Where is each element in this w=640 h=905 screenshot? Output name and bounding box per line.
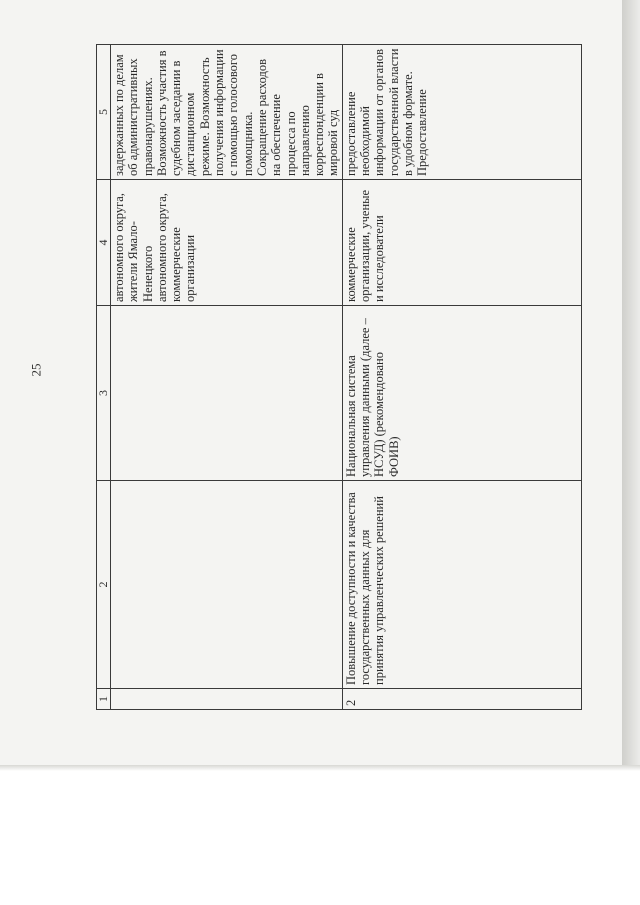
header-cell-5: 5 bbox=[97, 45, 111, 180]
header-cell-3: 3 bbox=[97, 306, 111, 481]
row1-effect: задержанных по делам об административных правонарушениях. Возможность участия в судебном заседании в дистанционном режиме. Возможность получения информации с помощью голосового помощника. Сокращение расходов на обеспечение процесса по направлению корреспонденции в мировой суд bbox=[111, 45, 343, 180]
row2-users: коммерческие организации, ученые и исследователи bbox=[342, 180, 581, 306]
page-number: 25 bbox=[28, 363, 44, 377]
row2-number: 2 bbox=[342, 689, 581, 710]
header-cell-2: 2 bbox=[97, 481, 111, 689]
row2-effect: предоставление необходимой информации от органов государственной власти в удобном формате. Предоставление bbox=[342, 45, 581, 180]
row1-system bbox=[111, 306, 343, 481]
row2-system: Национальная система управления данными (далее – НСУД) (рекомендовано ФОИВ) bbox=[342, 306, 581, 481]
row1-goal bbox=[111, 481, 343, 689]
row2-goal: Повышение доступности и качества государственных данных для принятия управленческих решений bbox=[342, 481, 581, 689]
row1-number bbox=[111, 689, 343, 710]
table-row bbox=[111, 45, 343, 710]
header-cell-1: 1 bbox=[97, 689, 111, 710]
table-header-row bbox=[97, 45, 111, 710]
row1-users: автономного округа, жители Ямало-Ненецкого автономного округа, коммерческие организации bbox=[111, 180, 343, 306]
table-container bbox=[96, 45, 582, 710]
header-cell-4: 4 bbox=[97, 180, 111, 306]
document-table bbox=[96, 44, 582, 710]
table-row bbox=[342, 45, 581, 710]
page-bottom-shadow bbox=[0, 765, 640, 771]
page-edge-shadow bbox=[622, 0, 640, 768]
